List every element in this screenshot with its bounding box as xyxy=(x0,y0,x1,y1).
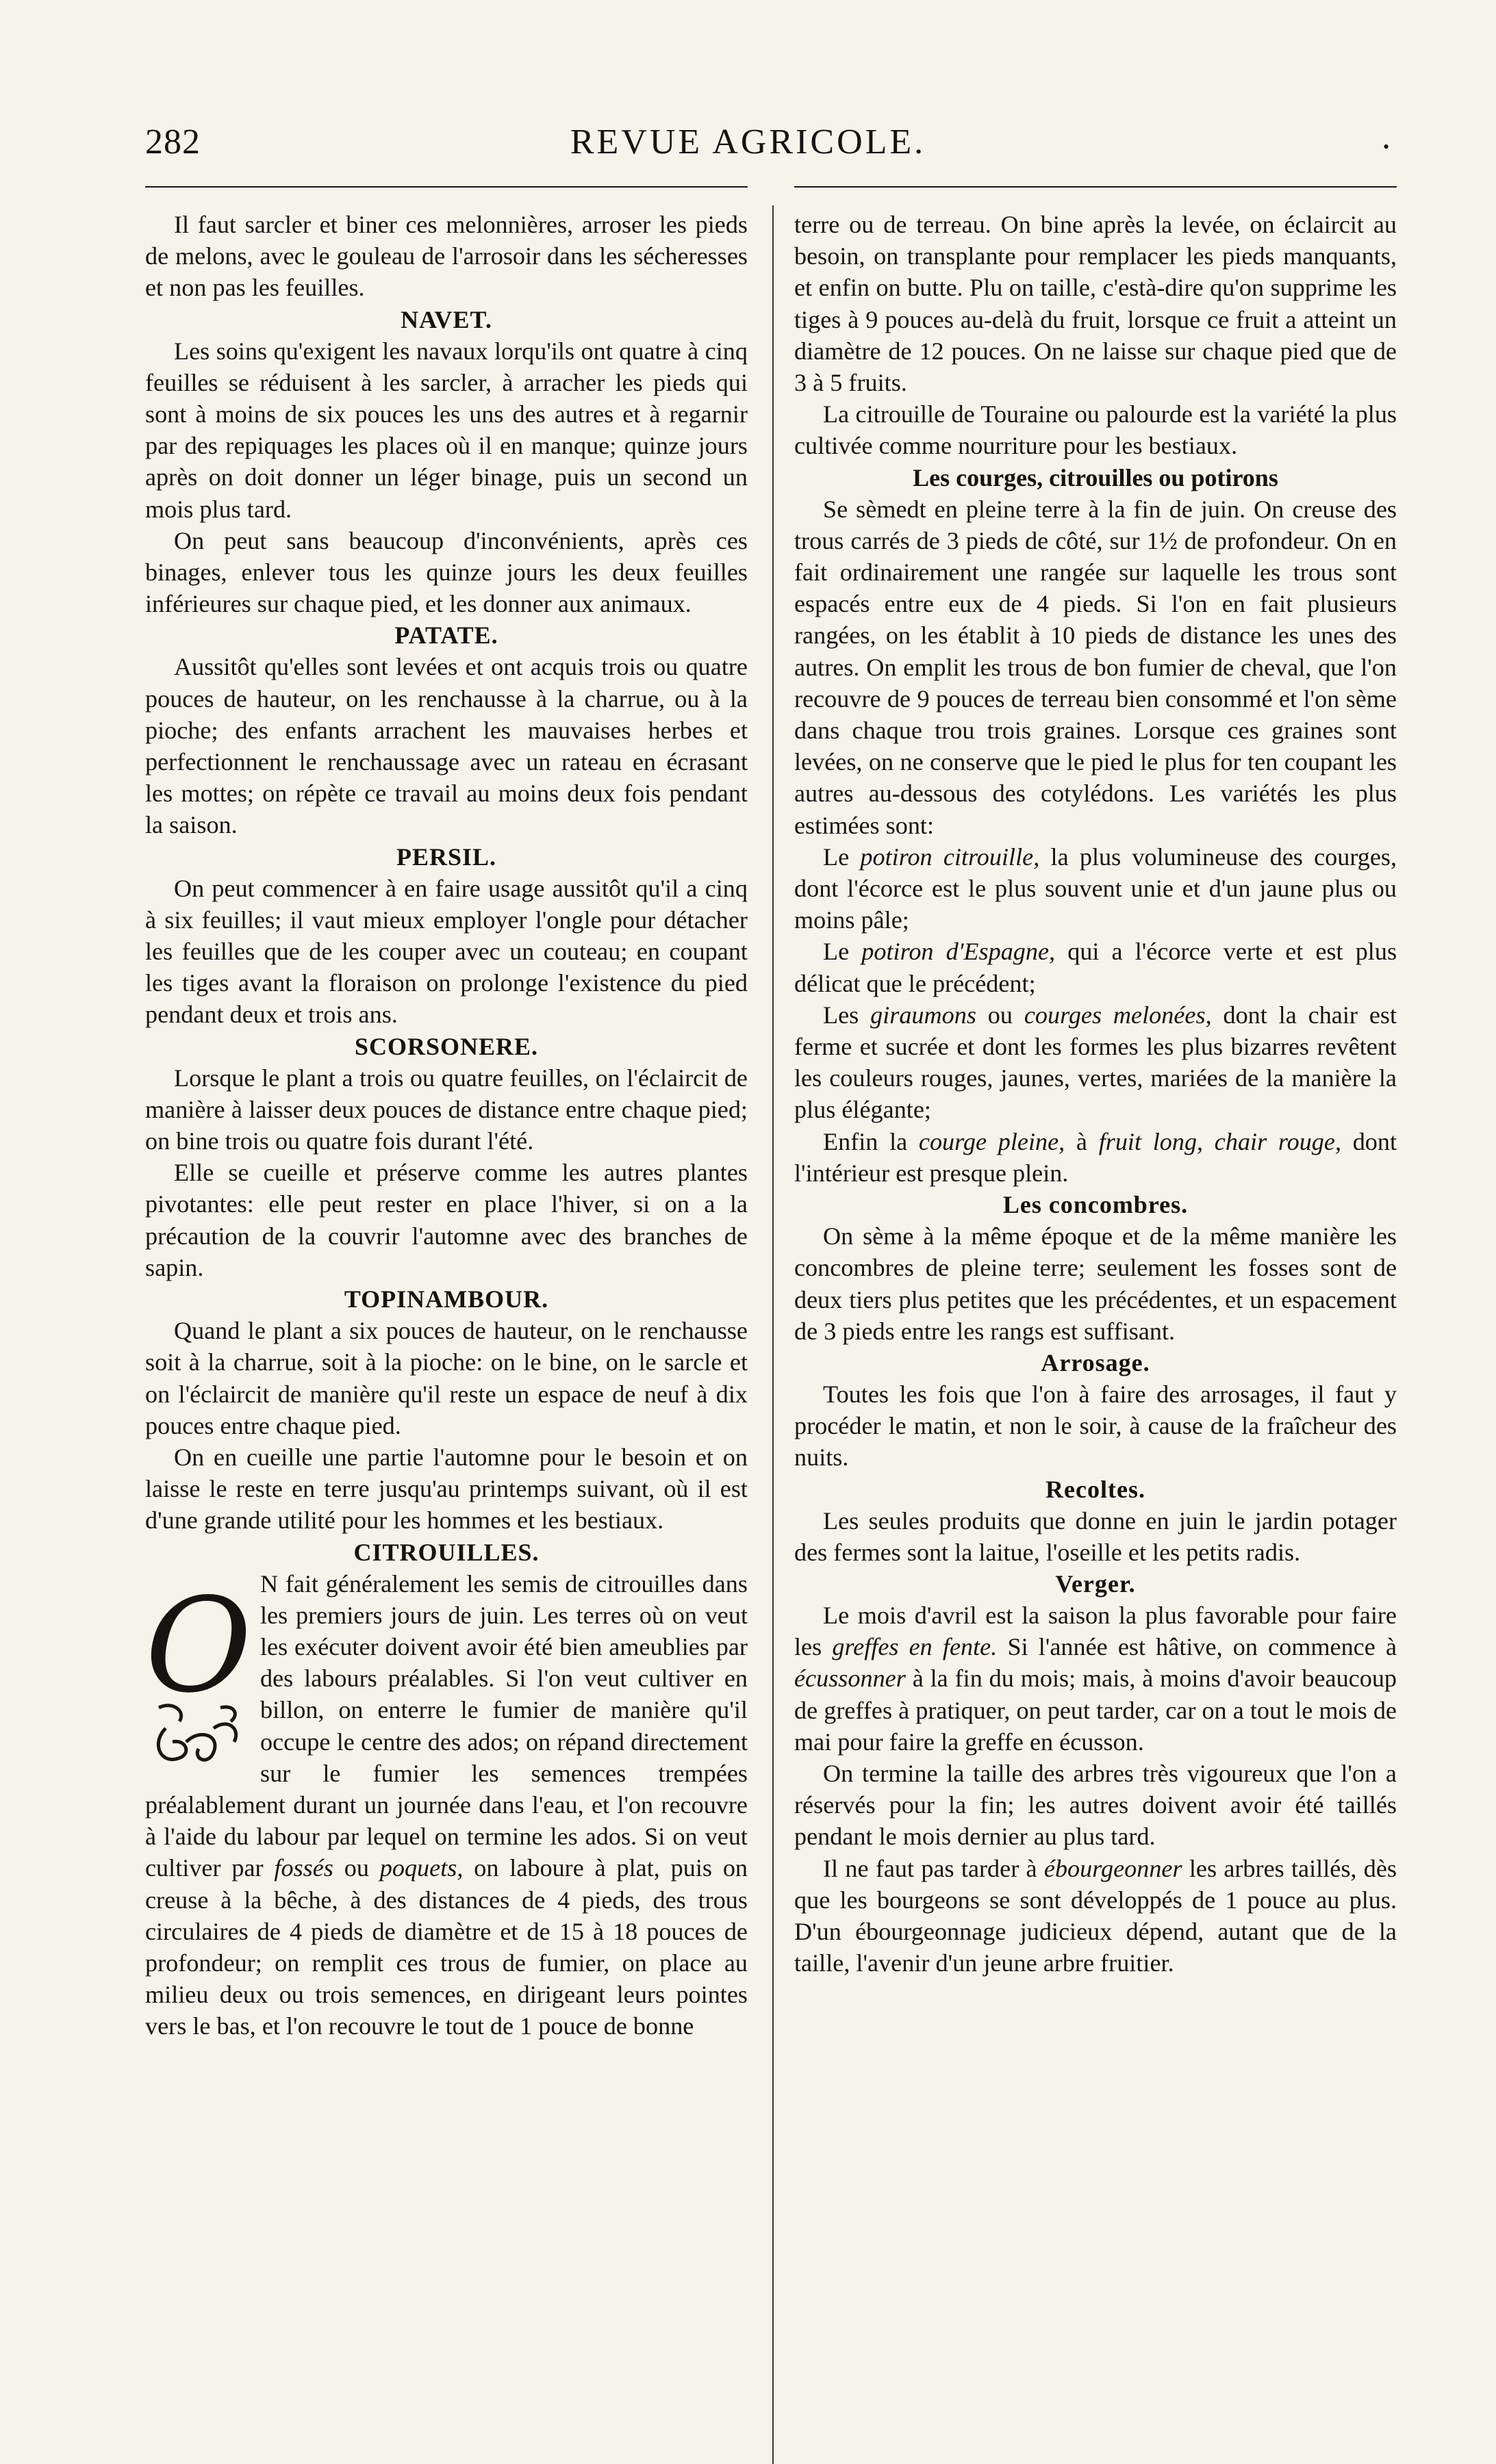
paragraph: Il faut sarcler et biner ces melonnières, arroser les pieds de melons, avec le gouleau de l'arrosoir dans les sécheresses et non pas les feuilles. xyxy=(145,211,748,302)
text-run: à la fin du mois; mais, à moins d'avoir beaucoup de greffes à pratiquer, on peut tarder, car on a tout le mois de mai pour faire la greffe en écusson. xyxy=(794,1665,1397,1756)
italic-term: ébourgeonner xyxy=(1043,1854,1182,1882)
paragraph: On en cueille une partie l'automne pour le besoin et on laisse le reste en terre jusqu'au printemps suivant, où il est d'une grande utilité pour les hommes et les bestiaux. xyxy=(145,1443,748,1535)
running-title: REVUE AGRICOLE. xyxy=(570,123,926,162)
right-column xyxy=(794,209,1397,1979)
paragraph: Aussitôt qu'elles sont levées et ont acquis trois ou quatre pouces de hauteur, on les renchausse à la charrue, ou à la pioche; des enfants arrachent les mauvaises herbes et perfectionnent le renchaussage avec un rateau en écrasant les mottes; on répète ce travail au moins deux fois pendant la saison. xyxy=(145,653,748,839)
italic-term: courges melonées, xyxy=(1024,1001,1212,1029)
left-column xyxy=(145,209,748,2042)
text-run: Si l'année est hâtive, on commence à xyxy=(1007,1633,1397,1661)
text-run: les arbres taillés, dès que les bourgeons se sont développés de 1 pouce au plus. D'un ébourgeonnage judicieux dépend, autant que de la taille, l'avenir d'un jeune arbre fruitier. xyxy=(794,1854,1397,1977)
section-heading-courges: Les courges, citrouilles ou potirons xyxy=(913,463,1278,491)
text-run: on laboure à plat, puis on creuse à la bêche, à des distances de 4 pieds, des trous circulaires de 4 pieds de diamètre et de 15 à 18 pouces de profondeur; on remplit ces trous de fumier, on place au milieu deux ou trois semences, en dirigeant leurs pointes vers le bas, et l'on recouvre le tout de 1 pouce de bonne xyxy=(145,1854,748,2040)
text-run: dont l'intérieur est presque plein. xyxy=(794,1127,1397,1187)
text-run: dont la chair est ferme et sucrée et dont les formes les plus bizarres revêtent les couleurs rouges, jaunes, vertes, mariées de la manière la plus élégante; xyxy=(794,1001,1397,1124)
paragraph: Se sèmedt en pleine terre à la fin de juin. On creuse des trous carrés de 3 pieds de côté, sur 1½ de profondeur. On en fait ordinairement une rangée sur laquelle les trous sont espacés entre eux de 4 pieds. Si l'on en fait plusieurs rangées, on les établit à 10 pieds de distance les unes des autres. On emplit les trous de bon fumier de cheval, que l'on recouvre de 9 pouces de terreau bien consommé et l'on sème dans chaque trou trois graines. Lorsque ces graines sont levées, on ne conserve que le pied le plus for ten coupant les autres au-dessous des cotylédons. Les variétés les plus estimées sont: xyxy=(794,495,1397,839)
variety-item xyxy=(794,1126,1397,1189)
text-run: ou xyxy=(987,1001,1013,1029)
page-number: 282 xyxy=(145,123,201,162)
section-heading-scorsonere: SCORSONERE. xyxy=(354,1032,539,1060)
paragraph xyxy=(794,1600,1397,1758)
paragraph: Toutes les fois que l'on à faire des arrosages, il faut y procéder le matin, et non le soir, à cause de la fraîcheur des nuits. xyxy=(794,1380,1397,1472)
section-heading-topinambour: TOPINAMBOUR. xyxy=(344,1285,549,1313)
italic-term: fruit long, chair rouge, xyxy=(1098,1127,1341,1155)
paragraph: Les soins qu'exigent les navaux lorqu'ils ont quatre à cinq feuilles se réduisent à les sarcler, à arracher les pieds qui sont à moins de six pouces les uns des autres et à regarnir par des repiquages les places où il en manque; quinze jours après on doit donner un léger binage, puis un second un mois plus tard. xyxy=(145,337,748,523)
corner-mark: • xyxy=(1383,137,1390,157)
italic-term: fossés xyxy=(274,1854,333,1882)
header-rule-right xyxy=(794,186,1397,188)
section-heading-citrouilles: CITROUILLES. xyxy=(353,1538,540,1566)
variety-item xyxy=(794,936,1397,999)
text-run: la plus volumineuse des courges, dont l'écorce est le plus souvent unie et d'un jaune plus ou moins pâle; xyxy=(794,843,1397,934)
dropcap-letter: O xyxy=(145,1569,252,1721)
paragraph: On peut sans beaucoup d'inconvénients, après ces binages, enlever tous les quinze jours les deux feuilles inférieures sur chaque pied, et les donner aux animaux. xyxy=(145,526,748,618)
section-heading-verger: Verger. xyxy=(1055,1569,1136,1597)
paragraph: Quand le plant a six pouces de hauteur, on le renchausse soit à la charrue, soit à la pioche: on le bine, on le sarcle et on l'éclaircit de manière qu'il reste un espace de neuf à dix pouces entre chaque pied. xyxy=(145,1317,748,1439)
section-heading-patate: PATATE. xyxy=(394,621,498,650)
text-run: Enfin la xyxy=(823,1127,908,1155)
section-heading-arrosage: Arrosage. xyxy=(1041,1348,1150,1376)
section-heading-recoltes: Recoltes. xyxy=(1045,1475,1145,1503)
text-run: ou xyxy=(344,1854,369,1882)
variety-item xyxy=(794,841,1397,936)
paragraph: La citrouille de Touraine ou palourde est la variété la plus cultivée comme nourriture pour les bestiaux. xyxy=(794,400,1397,460)
page-header xyxy=(0,122,1496,177)
italic-term: giraumons xyxy=(870,1001,976,1029)
paragraph: On sème à la même époque et de la même manière les concombres de pleine terre; seulement les fosses sont de deux tiers plus petites que les précédentes, et un espacement de 3 pieds entre les rangs est suffisant. xyxy=(794,1222,1397,1345)
italic-term: potiron citrouille, xyxy=(860,843,1040,871)
section-heading-navet: NAVET. xyxy=(401,305,492,333)
column-divider xyxy=(772,205,774,2464)
text-run: Le xyxy=(823,843,850,871)
text-run: N fait généralement les semis de citrouilles dans les premiers jours de juin. Les terres où on veut les exécuter doivent avoir été bien ameublies par des labours préalables. Si l'on veut cultiver en billon, on enterre le fumier de manière qu'il occupe le centre des ados; on répand directement sur le fumier les semences trempées préalablement durant un journée dans l'eau, et l'on recouvre à l'aide du labour par lequel on termine les ados. Si on veut cultiver par xyxy=(145,1569,748,1882)
paragraph: Elle se cueille et préserve comme les autres plantes pivotantes: elle peut rester en place l'hiver, si on a la précaution de la couvrir l'automne avec des branches de sapin. xyxy=(145,1159,748,1281)
italic-term: poquets, xyxy=(379,1854,464,1882)
text-run: Le mois d'avril est la saison la plus favorable pour faire les xyxy=(794,1601,1397,1661)
text-run: à xyxy=(1076,1127,1087,1155)
header-rule-left xyxy=(145,186,748,188)
text-run: Il ne faut pas tarder à xyxy=(823,1854,1037,1882)
paragraph: terre ou de terreau. On bine après la levée, on éclaircit au besoin, on transplante pour remplacer les pieds manquants, et enfin on butte. Plu on taille, c'està-dire qu'on supprime les tiges à 9 pouces au-delà du fruit, lorsque ce fruit a atteint un diamètre de 12 pouces. On ne laisse sur chaque pied que de 3 à 5 fruits. xyxy=(794,211,1397,397)
paragraph: On peut commencer à en faire usage aussitôt qu'il a cinq à six feuilles; il vaut mieux employer l'ongle pour détacher les feuilles que de les couper avec un couteau; en coupant les tiges avant la floraison on prolonge l'existence du pied pendant deux et trois ans. xyxy=(145,874,748,1029)
section-heading-persil: PERSIL. xyxy=(396,843,497,871)
text-run: qui a l'écorce verte et est plus délicat que le précédent; xyxy=(794,938,1397,997)
text-run: Les xyxy=(823,1001,859,1029)
paragraph: On termine la taille des arbres très vigoureux que l'on a réservés pour la fin; les autres doivent avoir été taillés pendant le mois dernier au plus tard. xyxy=(794,1759,1397,1851)
paragraph: Les seules produits que donne en juin le jardin potager des fermes sont la laitue, l'oseille et les petits radis. xyxy=(794,1506,1397,1566)
italic-term: écussonner xyxy=(794,1665,906,1693)
text-run: Le xyxy=(823,938,850,966)
italic-term: greffes en fente. xyxy=(832,1633,998,1661)
dropcap-paragraph xyxy=(145,1568,748,2042)
section-heading-concombres: Les concombres. xyxy=(1002,1191,1189,1219)
italic-term: potiron d'Espagne, xyxy=(861,938,1056,966)
ornamental-dropcap xyxy=(145,1569,252,1776)
paragraph xyxy=(794,1853,1397,1979)
variety-item xyxy=(794,999,1397,1126)
italic-term: courge pleine, xyxy=(918,1127,1065,1155)
paragraph: Lorsque le plant a trois ou quatre feuilles, on l'éclaircit de manière à laisser deux pouces de distance entre chaque pied; on bine trois ou quatre fois durant l'été. xyxy=(145,1064,748,1155)
